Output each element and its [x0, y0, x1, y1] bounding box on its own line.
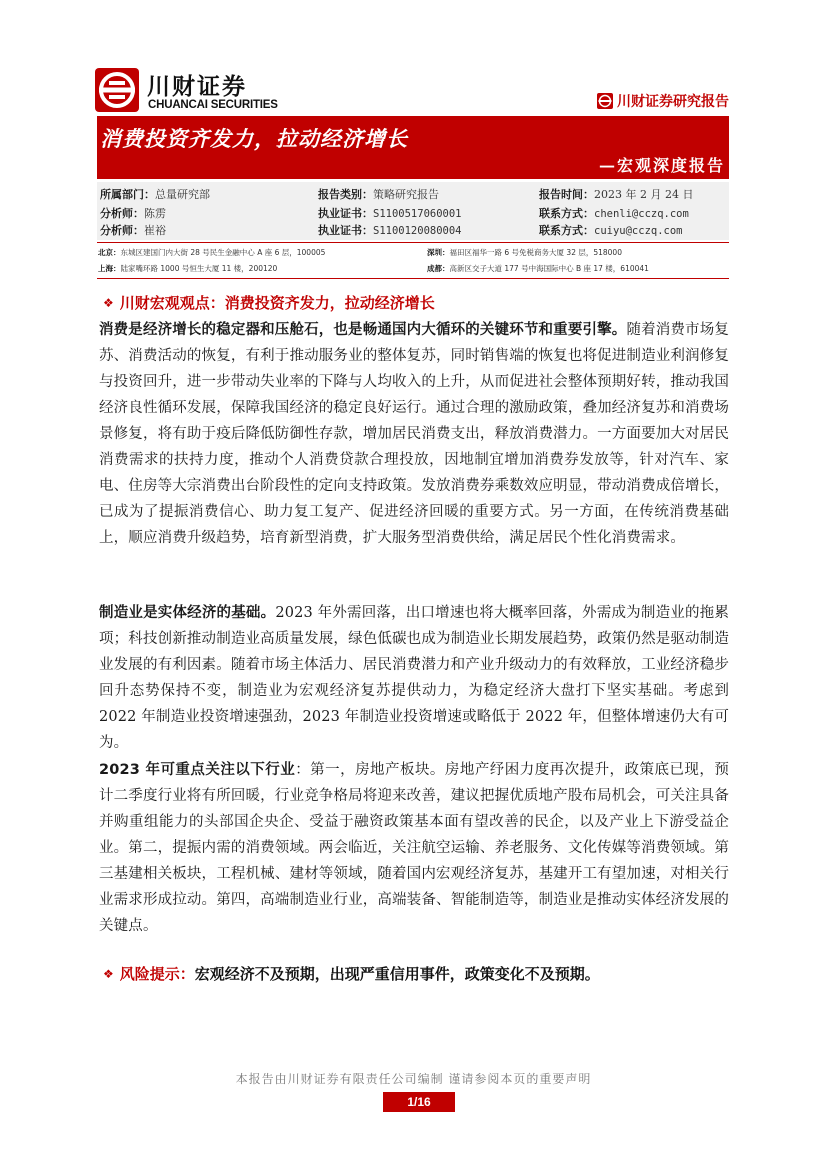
risk-warning: ❖ 风险提示：宏观经济不及预期，出现严重信用事件，政策变化不及预期。	[103, 965, 600, 983]
paragraph-manufacturing: 制造业是实体经济的基础。2023 年外需回落，出口增速也将大概率回落，外需成为制造业的拖累项；科技创新推动制造业高质量发展，绿色低碳也成为制造业长期发展趋势，政策仍然是驱动制造业发展的有利因素。随着市场主体活力、居民消费潜力和产业升级动力的有效释放，工业经济稳步回升态势保持不变，制造业为宏观经济复苏提供动力，为稳定经济大盘打下坚实基础。考虑到 2022 年制造业投资增速强劲，2023 年制造业投资增速或略低于 2022 年，但整体增速仍大有可为。	[99, 605, 729, 751]
company-logo	[95, 68, 139, 112]
diamond-bullet-icon: ❖	[103, 296, 114, 310]
report-type-header	[597, 91, 729, 111]
email-link[interactable]: chenli@cczq.com	[594, 208, 689, 220]
meta-date: 报告时间：2023 年 2 月 24 日	[539, 188, 694, 201]
meta-cert-1: 执业证书：S1100517060001	[318, 207, 462, 220]
title-band	[97, 117, 729, 179]
email-link[interactable]: cuiyu@cczq.com	[594, 225, 683, 237]
section-heading: ❖ 川财宏观观点：消费投资齐发力，拉动经济增长	[103, 294, 435, 312]
address-beijing: 北京：东城区建国门内大街 28 号民生金融中心 A 座 6 层，100005	[98, 248, 326, 257]
meta-analyst-2: 分析师：崔裕	[100, 224, 166, 237]
meta-category: 报告类别：策略研究报告	[318, 188, 439, 201]
report-subtitle: —宏观深度报告	[598, 156, 725, 175]
address-chengdu: 成都：高新区交子大道 177 号中海国际中心 B 座 17 楼，610041	[427, 264, 649, 273]
meta-cert-2: 执业证书：S1100120080004	[318, 224, 462, 237]
paragraph-consumption: 消费是经济增长的稳定器和压舱石，也是畅通国内大循环的关键环节和重要引擎。随着消费市场复苏、消费活动的恢复，有利于推动服务业的整体复苏，同时销售端的恢复也将促进制造业利润修复与投资回升，进一步带动失业率的下降与人均收入的上升，从而促进社会整体预期好转，推动我国经济良性循环发展，保障我国经济的稳定良好运行。通过合理的激励政策，叠加经济复苏和消费场景修复，将有助于疫后降低防御性存款，增加居民消费支出，释放消费潜力。一方面要加大对居民消费需求的扶持力度，推动个人消费贷款合理投放，因地制宜增加消费券发放等，针对汽车、家电、住房等大宗消费出台阶段性的定向支持政策。发放消费券乘数效应明显，带动消费成倍增长，已成为了提振消费信心、助力复工复产、促进经济回暖的重要方式。另一方面，在传统消费基础上，顺应消费升级趋势，培育新型消费，扩大服务型消费供给，满足居民个性化消费需求。	[99, 322, 729, 546]
brand-name-en: CHUANCAI SECURITIES	[148, 99, 278, 111]
address-shenzhen: 深圳：福田区福华一路 6 号免税商务大厦 32 层，518000	[427, 248, 622, 257]
meta-analyst-1: 分析师：陈雳	[100, 207, 166, 220]
office-addresses	[97, 242, 729, 277]
footer-disclaimer: 本报告由川财证券有限责任公司编制 谨请参阅本页的重要声明	[235, 1072, 592, 1086]
diamond-bullet-icon: ❖	[103, 967, 114, 981]
report-type-header-text: 川财证券研究报告	[617, 94, 729, 110]
address-divider	[97, 278, 729, 279]
address-shanghai: 上海：陆家嘴环路 1000 号恒生大厦 11 楼，200120	[98, 264, 278, 273]
meta-dept: 所属部门：总量研究部	[100, 188, 210, 201]
brand-mini-icon	[597, 93, 613, 109]
page-number: 1/16	[383, 1092, 455, 1112]
paragraph-industries: 2023 年可重点关注以下行业：第一，房地产板块。房地产纾困力度再次提升，政策底已现，预计二季度行业将有所回暖，行业竞争格局将迎来改善，建议把握优质地产股布局机会，可关注具备并购重组能力的头部国企央企、受益于融资政策基本面有望改善的民企，以及产业上下游受益企业。第二，提振内需的消费领域。两会临近，关注航空运输、养老服务、文化传媒等消费领域。第三基建相关板块，工程机械、建材等领域，随着国内宏观经济复苏，基建开工有望加速，对相关行业需求形成拉动。第四，高端制造业行业，高端装备、智能制造等，制造业是推动实体经济发展的关键点。	[99, 762, 729, 934]
meta-contact-1: 联系方式：chenli@cczq.com	[539, 207, 689, 220]
meta-contact-2: 联系方式：cuiyu@cczq.com	[539, 224, 683, 237]
report-meta-table	[97, 182, 729, 240]
brand-name-cn: 川财证券	[147, 74, 247, 100]
report-title: 消费投资齐发力，拉动经济增长	[100, 126, 408, 151]
